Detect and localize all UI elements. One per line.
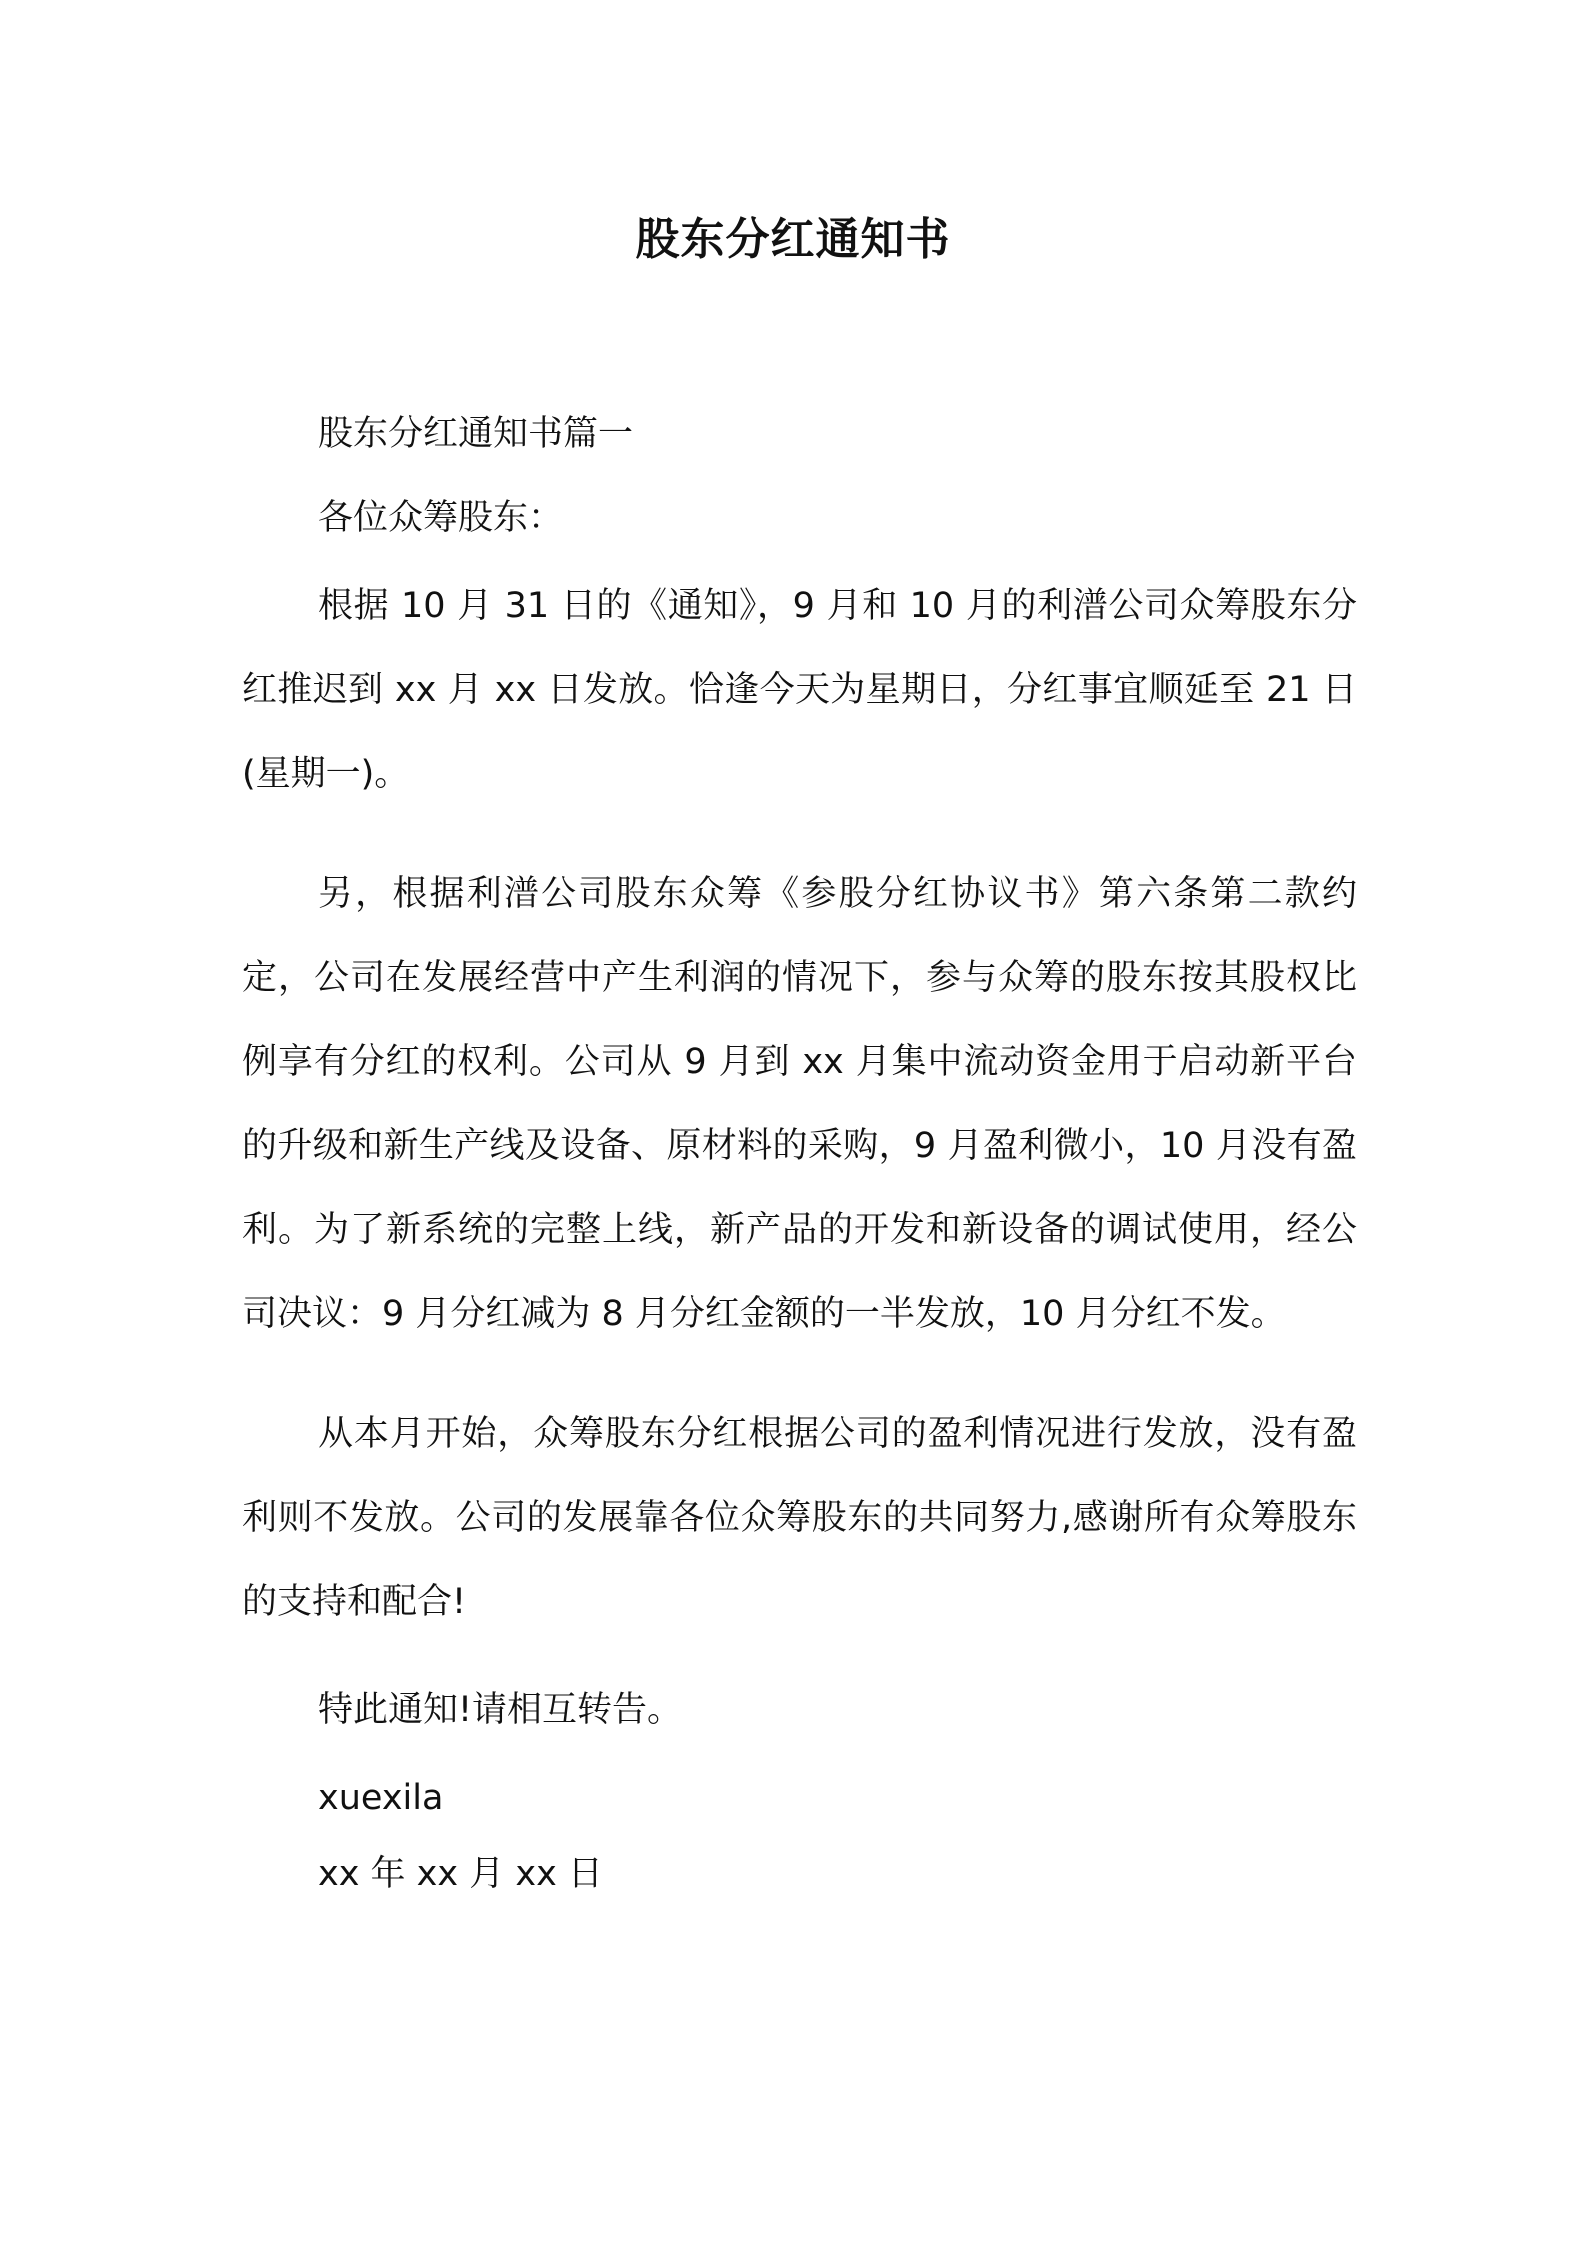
document-title: 股东分红通知书 (635, 214, 951, 265)
salutation: 各位众筹股东： (318, 498, 564, 538)
document-subtitle: 股东分红通知书篇一 (318, 414, 634, 454)
paragraph-3: 从本月开始，众筹股东分红根据公司的盈利情况进行发放，没有盈利则不发放。公司的发展靠各位众筹股东的共同努力,感谢所有众筹股东的支持和配合! (242, 1414, 1357, 1622)
paragraph-1: 根据 10 月 31 日的《通知》，9 月和 10 月的利潽公司众筹股东分红推迟到 xx 月 xx 日发放。恰逢今天为星期日，分红事宜顺延至 21 日(星期一)。 (242, 586, 1357, 794)
signer-name: xuexila (318, 1778, 444, 1818)
paragraph-2: 另，根据利潽公司股东众筹《参股分红协议书》第六条第二款约定，公司在发展经营中产生利润的情况下，参与众筹的股东按其股权比例享有分红的权利。公司从 9 月到 xx 月集中流动资金用于启动新平台的升级和新生产线及设备、原材料的采购，9 月盈利微小，10 月没有盈利。为了新系统的完整上线，新产品的开发和新设备的调试使用，经公司决议：9 月分红减为 8 月分红金额的一半发放，10 月分红不发。 (242, 874, 1357, 1334)
document-date: xx 年 xx 月 xx 日 (318, 1854, 603, 1894)
document-body (242, 410, 1357, 1904)
closing-line: 特此通知!请相互转告。 (318, 1690, 683, 1730)
